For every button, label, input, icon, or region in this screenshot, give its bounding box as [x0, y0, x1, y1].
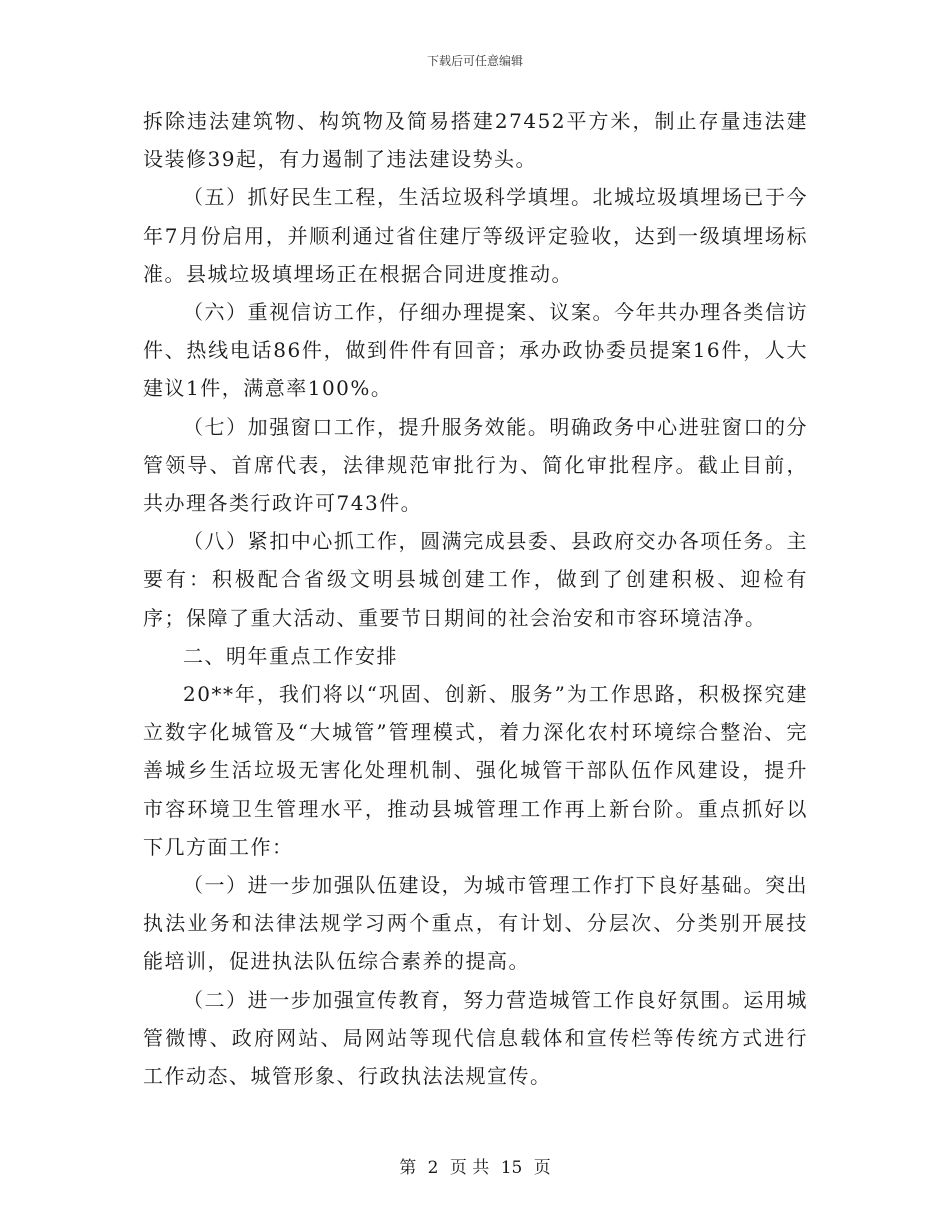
- page-footer: [0, 1153, 950, 1178]
- paragraph-item-8: （八）紧扣中心抓工作，圆满完成县委、县政府交办各项任务。主要有：积极配合省级文明县城创建工作，做到了创建积极、迎检有序；保障了重大活动、重要节日期间的社会治安和市容环境洁净。: [143, 529, 808, 630]
- page-header: 下载后可任意编辑: [426, 54, 523, 68]
- paragraph-plan-1: （一）进一步加强队伍建设，为城市管理工作打下良好基础。突出执法业务和法律法规学习两个重点，有计划、分层次、分类别开展技能培训，促进执法队伍综合素养的提高。: [143, 873, 808, 974]
- paragraph-continuation: 拆除违法建筑物、构筑物及简易搭建27452平方米，制止存量违法建设装修39起，有力遏制了违法建设势头。: [143, 109, 808, 172]
- document-body: [143, 102, 808, 1095]
- footer-suffix: 页: [533, 1158, 551, 1178]
- paragraph-plan-2: （二）进一步加强宣传教育，努力营造城管工作良好氛围。运用城管微博、政府网站、局网站等现代信息载体和宣传栏等传统方式进行工作动态、城管形象、行政执法法规宣传。: [143, 987, 808, 1089]
- paragraph-item-7: （七）加强窗口工作，提升服务效能。明确政务中心进驻窗口的分管领导、首席代表，法律规范审批行为、简化审批程序。截止目前，共办理各类行政许可743件。: [143, 414, 808, 516]
- paragraph-item-5: （五）抓好民生工程，生活垃圾科学填埋。北城垃圾填埋场已于今年7月份启用，并顺利通过省住建厅等级评定验收，达到一级填埋场标准。县城垃圾填埋场正在根据合同进度推动。: [143, 185, 808, 286]
- footer-middle: 页 共: [449, 1158, 490, 1178]
- footer-prefix: 第: [399, 1158, 417, 1178]
- page-number: 2: [427, 1158, 439, 1178]
- total-pages: 15: [500, 1158, 523, 1178]
- paragraph-item-6: （六）重视信访工作，仔细办理提案、议案。今年共办理各类信访件、热线电话86件，做到件件有回音；承办政协委员提案16件，人大建议1件，满意率100%。: [143, 300, 808, 401]
- paragraph-intro: 20**年，我们将以“巩固、创新、服务”为工作思路，积极探究建立数字化城管及“大城管”管理模式，着力深化农村环境综合整治、完善城乡生活垃圾无害化处理机制、强化城管干部队伍作风建设，提升市容环境卫生管理水平，推动县城管理工作再上新台阶。重点抓好以下几方面工作：: [143, 682, 808, 859]
- section-heading: 二、明年重点工作安排: [183, 643, 398, 668]
